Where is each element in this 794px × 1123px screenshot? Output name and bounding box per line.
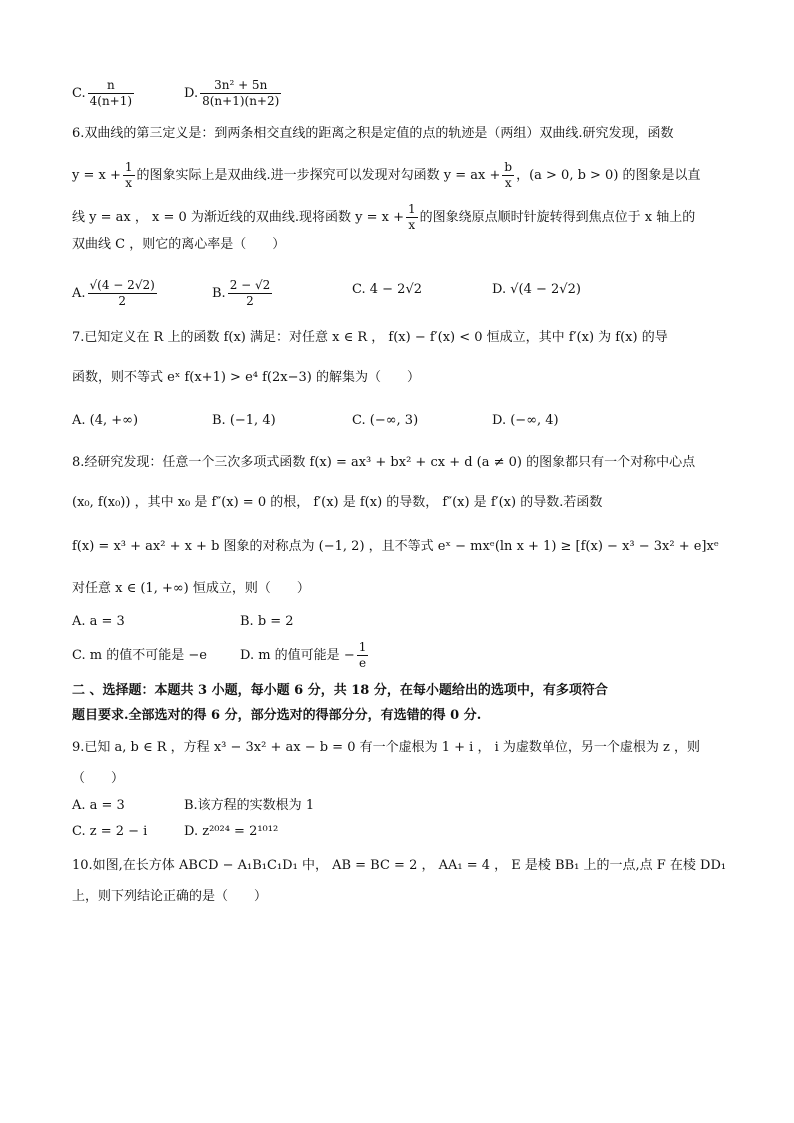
q9-line-2: （ ）: [72, 771, 125, 786]
q7-line-1: 7.已知定义在 R 上的函数 f(x) 满足：对任意 x ∈ R ， f(x) − f′(x) < 0 恒成立，其中 f′(x) 为 f(x) 的导: [72, 330, 668, 345]
q5-option-d[interactable]: D. $\frac{\text{3n² + 5n}}{8(n+1)(n+2)}$: [184, 78, 280, 108]
q9-option-a[interactable]: A. a = 3: [72, 798, 125, 813]
section-2-heading-line-1: 二 、选择题：本题共 3 小题，每小题 6 分，共 18 分，在每小题给出的选项中，有多项符合: [72, 683, 608, 698]
q6-line-3: 线 y = ax ， x = 0 为渐近线的双曲线.现将函数 y = x + $\frac{1}{x}$ 的图象绕原点顺时针旋转得到焦点位于 x 轴上的: [72, 202, 696, 232]
q9-option-b[interactable]: B.该方程的实数根为 1: [184, 798, 315, 813]
q8-line-3: f(x) = x³ + ax² + x + b 图象的对称点为 (−1, 2) ，且不等式 eˣ − mxᵉ(ln x + 1) ≥ [f(x) − x³ − 3x² + e]xᵉ: [72, 539, 719, 554]
q9-option-c[interactable]: C. z = 2 − i: [72, 824, 148, 839]
q7-option-b[interactable]: B. (−1, 4): [212, 413, 276, 428]
q6-line-2: y = x + $\frac{1}{x}$ 的图象实际上是双曲线.进一步探究可以发现对勾函数 y = ax + $\frac{b}{x}$ ，(a > 0, b > 0) 的图象是以直: [72, 160, 701, 190]
q6-option-a-fraction: $\frac{√(4 - 2√2)}{2}$: [89, 278, 155, 308]
q6-line-1: 6.双曲线的第三定义是：到两条相交直线的距离之积是定值的点的轨迹是（两组）双曲线.研究发现，函数: [72, 126, 674, 141]
q6-option-c[interactable]: C. 4 − 2√2: [352, 282, 423, 297]
q5-option-c[interactable]: C. $\frac{n}{4(n+1)}$: [72, 78, 133, 108]
q7-option-d[interactable]: D. (−∞, 4): [492, 413, 559, 428]
q10-line-1: 10.如图,在长方体 ABCD − A₁B₁C₁D₁ 中， AB = BC = 2 ， AA₁ = 4 ， E 是棱 BB₁ 上的一点,点 F 在棱 DD₁: [72, 858, 727, 873]
q8-option-d[interactable]: D. m 的值可能是 − $\frac{1}{e}$: [240, 640, 367, 670]
q6-option-a[interactable]: A. $\frac{√(4 - 2√2)}{2}$: [72, 278, 155, 308]
q7-line-2: 函数，则不等式 eˣ f(x+1) > e⁴ f(2x−3) 的解集为（ ）: [72, 370, 420, 385]
q8-option-c[interactable]: C. m 的值不可能是 −e: [72, 648, 207, 663]
q6-option-d[interactable]: D. √(4 − 2√2): [492, 282, 581, 297]
q6-fraction-3: $\frac{1}{x}$: [408, 202, 416, 232]
q6-option-b[interactable]: B. $\frac{2 - √2}{2}$: [212, 278, 271, 308]
q7-option-c[interactable]: C. (−∞, 3): [352, 413, 419, 428]
q7-option-a[interactable]: A. (4, +∞): [72, 413, 139, 428]
q10-line-2: 上，则下列结论正确的是（ ）: [72, 889, 268, 904]
q8-line-4: 对任意 x ∈ (1, +∞) 恒成立，则（ ）: [72, 581, 310, 596]
q6-fraction-2: $\frac{b}{x}$: [504, 160, 513, 190]
q8-line-1: 8.经研究发现：任意一个三次多项式函数 f(x) = ax³ + bx² + cx + d (a ≠ 0) 的图象都只有一个对称中心点: [72, 455, 696, 470]
q6-fraction-1: $\frac{1}{x}$: [124, 160, 133, 190]
q9-option-d[interactable]: D. z²⁰²⁴ = 2¹⁰¹²: [184, 824, 279, 839]
q5-option-d-fraction: $\frac{\text{3n² + 5n}}{8(n+1)(n+2)}$: [202, 78, 280, 108]
q6-option-b-fraction: $\frac{2 - √2}{2}$: [229, 278, 271, 308]
q9-line-1: 9.已知 a, b ∈ R ，方程 x³ − 3x² + ax − b = 0 有一个虚根为 1 + i ， i 为虚数单位，另一个虚根为 z ，则: [72, 740, 700, 755]
q8-option-b[interactable]: B. b = 2: [240, 614, 294, 629]
q8-option-d-fraction: $\frac{1}{e}$: [358, 640, 367, 670]
q8-option-a[interactable]: A. a = 3: [72, 614, 125, 629]
q6-line-4: 双曲线 C ，则它的离心率是（ ）: [72, 237, 286, 252]
q5-option-c-fraction: $\frac{n}{4(n+1)}$: [89, 78, 133, 108]
q8-line-2: (x₀, f(x₀)) ，其中 x₀ 是 f″(x) = 0 的根， f′(x) 是 f(x) 的导数， f″(x) 是 f′(x) 的导数.若函数: [72, 495, 603, 510]
section-2-heading-line-2: 题目要求.全部选对的得 6 分，部分选对的得部分分，有选错的得 0 分.: [72, 708, 482, 723]
